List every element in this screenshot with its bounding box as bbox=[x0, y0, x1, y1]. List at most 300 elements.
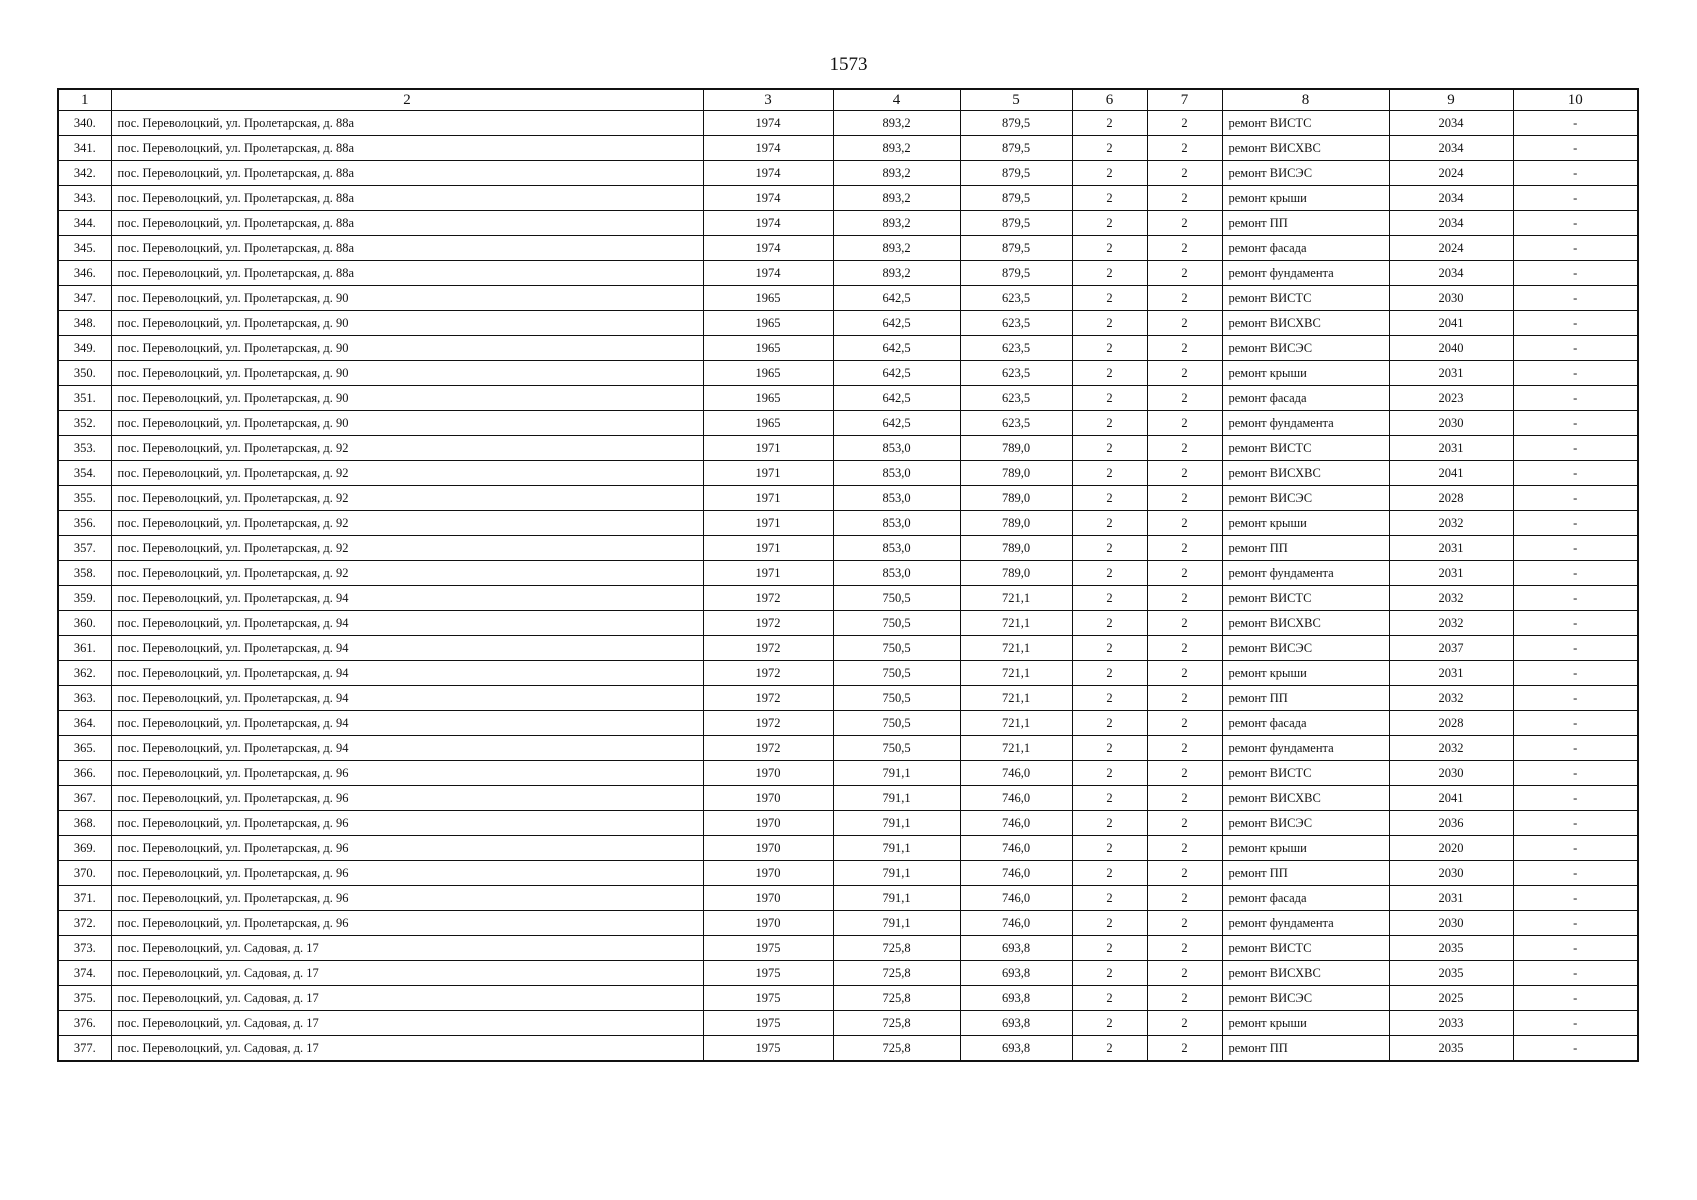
column-6-cell: 2 bbox=[1072, 661, 1147, 686]
column-10-cell: - bbox=[1513, 736, 1638, 761]
address-cell: пос. Переволоцкий, ул. Садовая, д. 17 bbox=[111, 986, 703, 1011]
header-row bbox=[58, 89, 1638, 111]
column-7-cell: 2 bbox=[1147, 586, 1222, 611]
total-area-cell: 750,5 bbox=[833, 736, 960, 761]
table-row bbox=[58, 136, 1638, 161]
total-area-cell: 725,8 bbox=[833, 986, 960, 1011]
living-area-cell: 879,5 bbox=[960, 136, 1072, 161]
work-type-cell: ремонт фасада bbox=[1222, 386, 1389, 411]
total-area-cell: 791,1 bbox=[833, 761, 960, 786]
address-cell: пос. Переволоцкий, ул. Садовая, д. 17 bbox=[111, 1011, 703, 1036]
planned-year-cell: 2031 bbox=[1389, 661, 1513, 686]
column-10-cell: - bbox=[1513, 786, 1638, 811]
living-area-cell: 693,8 bbox=[960, 1036, 1072, 1062]
column-7-cell: 2 bbox=[1147, 286, 1222, 311]
total-area-cell: 750,5 bbox=[833, 686, 960, 711]
address-cell: пос. Переволоцкий, ул. Пролетарская, д. 94 bbox=[111, 686, 703, 711]
year-cell: 1974 bbox=[703, 161, 833, 186]
address-cell: пос. Переволоцкий, ул. Садовая, д. 17 bbox=[111, 961, 703, 986]
address-cell: пос. Переволоцкий, ул. Пролетарская, д. 88а bbox=[111, 261, 703, 286]
total-area-cell: 725,8 bbox=[833, 936, 960, 961]
year-cell: 1974 bbox=[703, 136, 833, 161]
year-cell: 1965 bbox=[703, 336, 833, 361]
address-cell: пос. Переволоцкий, ул. Пролетарская, д. 90 bbox=[111, 361, 703, 386]
planned-year-cell: 2032 bbox=[1389, 611, 1513, 636]
row-number-cell: 375. bbox=[58, 986, 111, 1011]
column-6-cell: 2 bbox=[1072, 786, 1147, 811]
work-type-cell: ремонт крыши bbox=[1222, 836, 1389, 861]
living-area-cell: 623,5 bbox=[960, 311, 1072, 336]
column-10-cell: - bbox=[1513, 761, 1638, 786]
year-cell: 1965 bbox=[703, 386, 833, 411]
work-type-cell: ремонт ВИСЭС bbox=[1222, 811, 1389, 836]
column-7-cell: 2 bbox=[1147, 561, 1222, 586]
address-cell: пос. Переволоцкий, ул. Пролетарская, д. 94 bbox=[111, 611, 703, 636]
column-6-cell: 2 bbox=[1072, 711, 1147, 736]
year-cell: 1974 bbox=[703, 261, 833, 286]
living-area-cell: 746,0 bbox=[960, 811, 1072, 836]
work-type-cell: ремонт ВИСХВС bbox=[1222, 786, 1389, 811]
year-cell: 1971 bbox=[703, 461, 833, 486]
row-number-cell: 340. bbox=[58, 111, 111, 136]
work-type-cell: ремонт ВИСТС bbox=[1222, 586, 1389, 611]
column-7-cell: 2 bbox=[1147, 261, 1222, 286]
address-cell: пос. Переволоцкий, ул. Пролетарская, д. 90 bbox=[111, 411, 703, 436]
column-6-cell: 2 bbox=[1072, 161, 1147, 186]
year-cell: 1972 bbox=[703, 661, 833, 686]
planned-year-cell: 2024 bbox=[1389, 236, 1513, 261]
address-cell: пос. Переволоцкий, ул. Пролетарская, д. 96 bbox=[111, 761, 703, 786]
row-number-cell: 346. bbox=[58, 261, 111, 286]
planned-year-cell: 2030 bbox=[1389, 411, 1513, 436]
planned-year-cell: 2023 bbox=[1389, 386, 1513, 411]
column-header: 3 bbox=[703, 89, 833, 111]
address-cell: пос. Переволоцкий, ул. Пролетарская, д. 96 bbox=[111, 786, 703, 811]
table-row bbox=[58, 936, 1638, 961]
table-row bbox=[58, 786, 1638, 811]
year-cell: 1972 bbox=[703, 586, 833, 611]
column-10-cell: - bbox=[1513, 461, 1638, 486]
living-area-cell: 746,0 bbox=[960, 861, 1072, 886]
work-type-cell: ремонт ВИСЭС bbox=[1222, 636, 1389, 661]
work-type-cell: ремонт ВИСЭС bbox=[1222, 986, 1389, 1011]
column-7-cell: 2 bbox=[1147, 936, 1222, 961]
column-10-cell: - bbox=[1513, 186, 1638, 211]
column-10-cell: - bbox=[1513, 936, 1638, 961]
living-area-cell: 789,0 bbox=[960, 536, 1072, 561]
year-cell: 1971 bbox=[703, 561, 833, 586]
living-area-cell: 721,1 bbox=[960, 686, 1072, 711]
column-header: 8 bbox=[1222, 89, 1389, 111]
planned-year-cell: 2040 bbox=[1389, 336, 1513, 361]
table-row bbox=[58, 861, 1638, 886]
table-row bbox=[58, 811, 1638, 836]
row-number-cell: 351. bbox=[58, 386, 111, 411]
column-7-cell: 2 bbox=[1147, 536, 1222, 561]
total-area-cell: 853,0 bbox=[833, 486, 960, 511]
column-6-cell: 2 bbox=[1072, 261, 1147, 286]
work-type-cell: ремонт ВИСЭС bbox=[1222, 336, 1389, 361]
column-10-cell: - bbox=[1513, 861, 1638, 886]
work-type-cell: ремонт ВИСТС bbox=[1222, 936, 1389, 961]
address-cell: пос. Переволоцкий, ул. Пролетарская, д. 90 bbox=[111, 286, 703, 311]
column-6-cell: 2 bbox=[1072, 286, 1147, 311]
total-area-cell: 750,5 bbox=[833, 586, 960, 611]
row-number-cell: 354. bbox=[58, 461, 111, 486]
address-cell: пос. Переволоцкий, ул. Пролетарская, д. 96 bbox=[111, 836, 703, 861]
table-row bbox=[58, 261, 1638, 286]
living-area-cell: 789,0 bbox=[960, 561, 1072, 586]
work-type-cell: ремонт ВИСХВС bbox=[1222, 311, 1389, 336]
year-cell: 1974 bbox=[703, 211, 833, 236]
total-area-cell: 791,1 bbox=[833, 861, 960, 886]
planned-year-cell: 2030 bbox=[1389, 861, 1513, 886]
year-cell: 1965 bbox=[703, 286, 833, 311]
year-cell: 1971 bbox=[703, 436, 833, 461]
address-cell: пос. Переволоцкий, ул. Пролетарская, д. 88а bbox=[111, 111, 703, 136]
living-area-cell: 746,0 bbox=[960, 836, 1072, 861]
year-cell: 1972 bbox=[703, 736, 833, 761]
column-6-cell: 2 bbox=[1072, 686, 1147, 711]
total-area-cell: 853,0 bbox=[833, 536, 960, 561]
table-row bbox=[58, 386, 1638, 411]
work-type-cell: ремонт фундамента bbox=[1222, 736, 1389, 761]
column-10-cell: - bbox=[1513, 286, 1638, 311]
column-10-cell: - bbox=[1513, 386, 1638, 411]
year-cell: 1972 bbox=[703, 611, 833, 636]
planned-year-cell: 2028 bbox=[1389, 486, 1513, 511]
column-6-cell: 2 bbox=[1072, 311, 1147, 336]
table-header bbox=[58, 89, 1638, 111]
total-area-cell: 642,5 bbox=[833, 336, 960, 361]
planned-year-cell: 2031 bbox=[1389, 561, 1513, 586]
address-cell: пос. Переволоцкий, ул. Пролетарская, д. 92 bbox=[111, 461, 703, 486]
work-type-cell: ремонт крыши bbox=[1222, 511, 1389, 536]
living-area-cell: 693,8 bbox=[960, 1011, 1072, 1036]
work-type-cell: ремонт крыши bbox=[1222, 661, 1389, 686]
address-cell: пос. Переволоцкий, ул. Пролетарская, д. 92 bbox=[111, 536, 703, 561]
row-number-cell: 363. bbox=[58, 686, 111, 711]
table-row bbox=[58, 336, 1638, 361]
total-area-cell: 853,0 bbox=[833, 461, 960, 486]
planned-year-cell: 2034 bbox=[1389, 186, 1513, 211]
column-10-cell: - bbox=[1513, 911, 1638, 936]
column-7-cell: 2 bbox=[1147, 786, 1222, 811]
total-area-cell: 791,1 bbox=[833, 836, 960, 861]
address-cell: пос. Переволоцкий, ул. Пролетарская, д. 90 bbox=[111, 386, 703, 411]
planned-year-cell: 2041 bbox=[1389, 461, 1513, 486]
planned-year-cell: 2025 bbox=[1389, 986, 1513, 1011]
living-area-cell: 721,1 bbox=[960, 711, 1072, 736]
year-cell: 1975 bbox=[703, 936, 833, 961]
column-7-cell: 2 bbox=[1147, 436, 1222, 461]
column-10-cell: - bbox=[1513, 686, 1638, 711]
row-number-cell: 356. bbox=[58, 511, 111, 536]
row-number-cell: 344. bbox=[58, 211, 111, 236]
column-header: 1 bbox=[58, 89, 111, 111]
row-number-cell: 345. bbox=[58, 236, 111, 261]
column-10-cell: - bbox=[1513, 311, 1638, 336]
row-number-cell: 343. bbox=[58, 186, 111, 211]
total-area-cell: 893,2 bbox=[833, 211, 960, 236]
row-number-cell: 347. bbox=[58, 286, 111, 311]
year-cell: 1970 bbox=[703, 761, 833, 786]
row-number-cell: 369. bbox=[58, 836, 111, 861]
planned-year-cell: 2036 bbox=[1389, 811, 1513, 836]
year-cell: 1975 bbox=[703, 1011, 833, 1036]
column-7-cell: 2 bbox=[1147, 461, 1222, 486]
planned-year-cell: 2031 bbox=[1389, 361, 1513, 386]
living-area-cell: 721,1 bbox=[960, 661, 1072, 686]
page-number: 1573 bbox=[829, 54, 868, 75]
year-cell: 1965 bbox=[703, 411, 833, 436]
column-10-cell: - bbox=[1513, 361, 1638, 386]
row-number-cell: 376. bbox=[58, 1011, 111, 1036]
table-row bbox=[58, 311, 1638, 336]
column-6-cell: 2 bbox=[1072, 461, 1147, 486]
table-row bbox=[58, 286, 1638, 311]
year-cell: 1971 bbox=[703, 511, 833, 536]
year-cell: 1975 bbox=[703, 961, 833, 986]
year-cell: 1965 bbox=[703, 361, 833, 386]
year-cell: 1975 bbox=[703, 986, 833, 1011]
address-cell: пос. Переволоцкий, ул. Пролетарская, д. 88а bbox=[111, 186, 703, 211]
total-area-cell: 853,0 bbox=[833, 561, 960, 586]
address-cell: пос. Переволоцкий, ул. Пролетарская, д. 88а bbox=[111, 236, 703, 261]
column-6-cell: 2 bbox=[1072, 836, 1147, 861]
year-cell: 1972 bbox=[703, 636, 833, 661]
planned-year-cell: 2024 bbox=[1389, 161, 1513, 186]
row-number-cell: 355. bbox=[58, 486, 111, 511]
work-type-cell: ремонт ВИСЭС bbox=[1222, 486, 1389, 511]
living-area-cell: 746,0 bbox=[960, 761, 1072, 786]
address-cell: пос. Переволоцкий, ул. Пролетарская, д. 92 bbox=[111, 486, 703, 511]
column-6-cell: 2 bbox=[1072, 911, 1147, 936]
living-area-cell: 879,5 bbox=[960, 211, 1072, 236]
living-area-cell: 721,1 bbox=[960, 636, 1072, 661]
table-row bbox=[58, 211, 1638, 236]
table-row bbox=[58, 461, 1638, 486]
column-6-cell: 2 bbox=[1072, 136, 1147, 161]
table-row bbox=[58, 436, 1638, 461]
column-header: 6 bbox=[1072, 89, 1147, 111]
year-cell: 1970 bbox=[703, 886, 833, 911]
address-cell: пос. Переволоцкий, ул. Пролетарская, д. 96 bbox=[111, 886, 703, 911]
column-10-cell: - bbox=[1513, 711, 1638, 736]
living-area-cell: 789,0 bbox=[960, 486, 1072, 511]
column-7-cell: 2 bbox=[1147, 136, 1222, 161]
planned-year-cell: 2031 bbox=[1389, 886, 1513, 911]
table-row bbox=[58, 361, 1638, 386]
planned-year-cell: 2020 bbox=[1389, 836, 1513, 861]
column-10-cell: - bbox=[1513, 1036, 1638, 1062]
work-type-cell: ремонт ВИСХВС bbox=[1222, 611, 1389, 636]
row-number-cell: 367. bbox=[58, 786, 111, 811]
column-7-cell: 2 bbox=[1147, 636, 1222, 661]
living-area-cell: 693,8 bbox=[960, 961, 1072, 986]
column-6-cell: 2 bbox=[1072, 761, 1147, 786]
living-area-cell: 879,5 bbox=[960, 186, 1072, 211]
address-cell: пос. Переволоцкий, ул. Пролетарская, д. 92 bbox=[111, 561, 703, 586]
planned-year-cell: 2030 bbox=[1389, 761, 1513, 786]
column-7-cell: 2 bbox=[1147, 911, 1222, 936]
work-type-cell: ремонт крыши bbox=[1222, 186, 1389, 211]
column-7-cell: 2 bbox=[1147, 961, 1222, 986]
column-6-cell: 2 bbox=[1072, 436, 1147, 461]
living-area-cell: 879,5 bbox=[960, 261, 1072, 286]
address-cell: пос. Переволоцкий, ул. Пролетарская, д. 94 bbox=[111, 636, 703, 661]
row-number-cell: 357. bbox=[58, 536, 111, 561]
work-type-cell: ремонт ВИСТС bbox=[1222, 761, 1389, 786]
table-row bbox=[58, 611, 1638, 636]
planned-year-cell: 2032 bbox=[1389, 686, 1513, 711]
column-10-cell: - bbox=[1513, 536, 1638, 561]
column-7-cell: 2 bbox=[1147, 361, 1222, 386]
planned-year-cell: 2032 bbox=[1389, 736, 1513, 761]
address-cell: пос. Переволоцкий, ул. Пролетарская, д. 94 bbox=[111, 586, 703, 611]
row-number-cell: 352. bbox=[58, 411, 111, 436]
column-6-cell: 2 bbox=[1072, 236, 1147, 261]
year-cell: 1975 bbox=[703, 1036, 833, 1062]
living-area-cell: 693,8 bbox=[960, 936, 1072, 961]
column-10-cell: - bbox=[1513, 636, 1638, 661]
total-area-cell: 893,2 bbox=[833, 236, 960, 261]
column-6-cell: 2 bbox=[1072, 1036, 1147, 1062]
table-row bbox=[58, 236, 1638, 261]
total-area-cell: 893,2 bbox=[833, 136, 960, 161]
total-area-cell: 750,5 bbox=[833, 636, 960, 661]
column-7-cell: 2 bbox=[1147, 211, 1222, 236]
column-header: 10 bbox=[1513, 89, 1638, 111]
address-cell: пос. Переволоцкий, ул. Пролетарская, д. 92 bbox=[111, 436, 703, 461]
address-cell: пос. Переволоцкий, ул. Пролетарская, д. 90 bbox=[111, 336, 703, 361]
column-6-cell: 2 bbox=[1072, 961, 1147, 986]
table-row bbox=[58, 636, 1638, 661]
column-10-cell: - bbox=[1513, 161, 1638, 186]
living-area-cell: 879,5 bbox=[960, 111, 1072, 136]
total-area-cell: 853,0 bbox=[833, 511, 960, 536]
planned-year-cell: 2035 bbox=[1389, 936, 1513, 961]
total-area-cell: 750,5 bbox=[833, 611, 960, 636]
address-cell: пос. Переволоцкий, ул. Пролетарская, д. 94 bbox=[111, 661, 703, 686]
planned-year-cell: 2032 bbox=[1389, 586, 1513, 611]
living-area-cell: 623,5 bbox=[960, 411, 1072, 436]
work-type-cell: ремонт ПП bbox=[1222, 861, 1389, 886]
address-cell: пос. Переволоцкий, ул. Садовая, д. 17 bbox=[111, 936, 703, 961]
year-cell: 1971 bbox=[703, 486, 833, 511]
column-7-cell: 2 bbox=[1147, 736, 1222, 761]
table-row bbox=[58, 711, 1638, 736]
work-type-cell: ремонт фасада bbox=[1222, 886, 1389, 911]
total-area-cell: 642,5 bbox=[833, 286, 960, 311]
work-type-cell: ремонт ВИСЭС bbox=[1222, 161, 1389, 186]
column-6-cell: 2 bbox=[1072, 511, 1147, 536]
column-6-cell: 2 bbox=[1072, 936, 1147, 961]
year-cell: 1971 bbox=[703, 536, 833, 561]
row-number-cell: 341. bbox=[58, 136, 111, 161]
total-area-cell: 791,1 bbox=[833, 886, 960, 911]
work-type-cell: ремонт ВИСТС bbox=[1222, 111, 1389, 136]
column-10-cell: - bbox=[1513, 111, 1638, 136]
work-type-cell: ремонт крыши bbox=[1222, 361, 1389, 386]
living-area-cell: 746,0 bbox=[960, 886, 1072, 911]
column-7-cell: 2 bbox=[1147, 236, 1222, 261]
planned-year-cell: 2034 bbox=[1389, 211, 1513, 236]
column-7-cell: 2 bbox=[1147, 486, 1222, 511]
column-7-cell: 2 bbox=[1147, 986, 1222, 1011]
planned-year-cell: 2032 bbox=[1389, 511, 1513, 536]
work-type-cell: ремонт ПП bbox=[1222, 536, 1389, 561]
work-type-cell: ремонт крыши bbox=[1222, 1011, 1389, 1036]
work-type-cell: ремонт ВИСТС bbox=[1222, 286, 1389, 311]
living-area-cell: 623,5 bbox=[960, 386, 1072, 411]
year-cell: 1972 bbox=[703, 686, 833, 711]
row-number-cell: 370. bbox=[58, 861, 111, 886]
table-row bbox=[58, 561, 1638, 586]
column-10-cell: - bbox=[1513, 1011, 1638, 1036]
column-header: 5 bbox=[960, 89, 1072, 111]
column-10-cell: - bbox=[1513, 511, 1638, 536]
address-cell: пос. Переволоцкий, ул. Пролетарская, д. 94 bbox=[111, 736, 703, 761]
address-cell: пос. Переволоцкий, ул. Пролетарская, д. 96 bbox=[111, 811, 703, 836]
living-area-cell: 623,5 bbox=[960, 361, 1072, 386]
table-row bbox=[58, 111, 1638, 136]
repair-schedule-table bbox=[57, 88, 1639, 1062]
row-number-cell: 353. bbox=[58, 436, 111, 461]
column-6-cell: 2 bbox=[1072, 886, 1147, 911]
row-number-cell: 342. bbox=[58, 161, 111, 186]
column-10-cell: - bbox=[1513, 336, 1638, 361]
row-number-cell: 364. bbox=[58, 711, 111, 736]
row-number-cell: 373. bbox=[58, 936, 111, 961]
row-number-cell: 372. bbox=[58, 911, 111, 936]
table-row bbox=[58, 911, 1638, 936]
work-type-cell: ремонт ВИСХВС bbox=[1222, 136, 1389, 161]
row-number-cell: 348. bbox=[58, 311, 111, 336]
column-10-cell: - bbox=[1513, 236, 1638, 261]
planned-year-cell: 2033 bbox=[1389, 1011, 1513, 1036]
column-10-cell: - bbox=[1513, 411, 1638, 436]
column-7-cell: 2 bbox=[1147, 811, 1222, 836]
column-header: 2 bbox=[111, 89, 703, 111]
table-row bbox=[58, 761, 1638, 786]
column-10-cell: - bbox=[1513, 586, 1638, 611]
column-7-cell: 2 bbox=[1147, 861, 1222, 886]
table-row bbox=[58, 1036, 1638, 1062]
column-6-cell: 2 bbox=[1072, 386, 1147, 411]
total-area-cell: 642,5 bbox=[833, 311, 960, 336]
column-7-cell: 2 bbox=[1147, 186, 1222, 211]
column-10-cell: - bbox=[1513, 886, 1638, 911]
table-row bbox=[58, 1011, 1638, 1036]
column-10-cell: - bbox=[1513, 436, 1638, 461]
row-number-cell: 350. bbox=[58, 361, 111, 386]
row-number-cell: 377. bbox=[58, 1036, 111, 1062]
table-row bbox=[58, 536, 1638, 561]
column-6-cell: 2 bbox=[1072, 411, 1147, 436]
table-row bbox=[58, 186, 1638, 211]
year-cell: 1970 bbox=[703, 861, 833, 886]
total-area-cell: 893,2 bbox=[833, 261, 960, 286]
work-type-cell: ремонт фасада bbox=[1222, 711, 1389, 736]
column-6-cell: 2 bbox=[1072, 486, 1147, 511]
planned-year-cell: 2037 bbox=[1389, 636, 1513, 661]
planned-year-cell: 2041 bbox=[1389, 786, 1513, 811]
column-7-cell: 2 bbox=[1147, 711, 1222, 736]
planned-year-cell: 2031 bbox=[1389, 436, 1513, 461]
column-7-cell: 2 bbox=[1147, 686, 1222, 711]
column-10-cell: - bbox=[1513, 961, 1638, 986]
